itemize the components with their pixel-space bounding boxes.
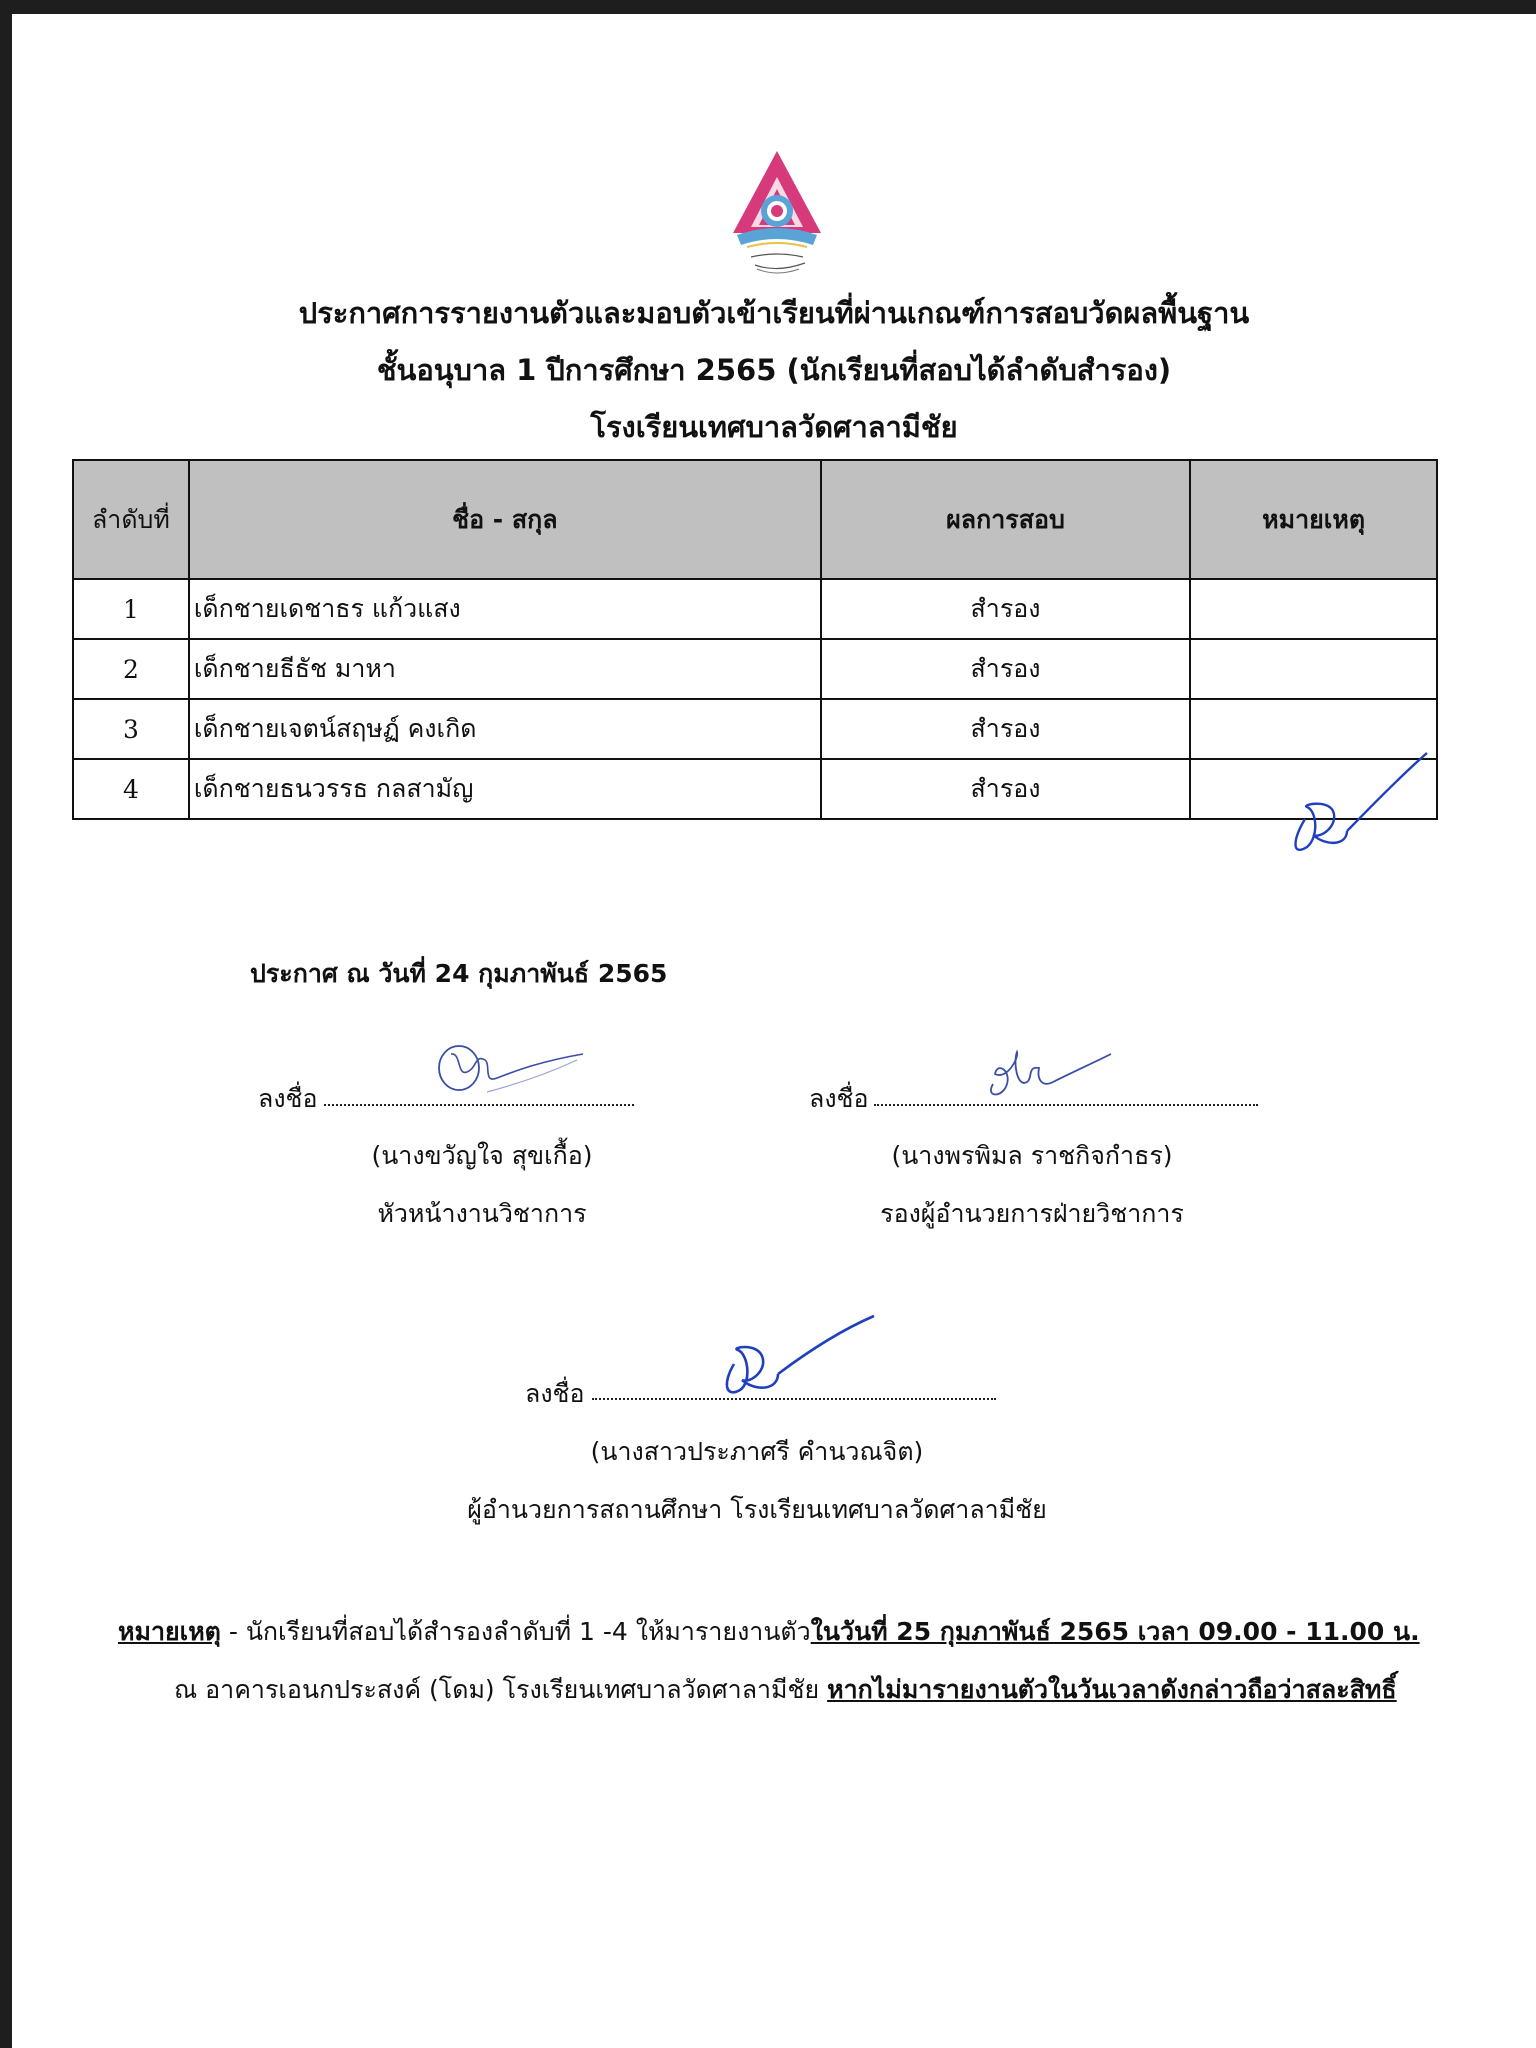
- exam-result: สำรอง: [821, 759, 1190, 819]
- signer2-signature: [977, 1044, 1117, 1104]
- student-name: เด็กชายเจตน์สฤษฏ์ คงเกิด: [189, 699, 821, 759]
- signer1-sign-label: ลงชื่อ: [258, 1084, 318, 1113]
- table-header-row: [73, 460, 1437, 579]
- signer3-position: ผู้อำนวยการสถานศึกษา โรงเรียนเทศบาลวัดศาลามีชัย: [467, 1495, 1047, 1524]
- exam-result: สำรอง: [821, 579, 1190, 639]
- announcement-title: ประกาศการรายงานตัวและมอบตัวเข้าเรียนที่ผ่านเกณฑ์การสอบวัดผลพื้นฐาน: [298, 296, 1250, 330]
- remark-forfeit-highlight: หากไม่มารายงานตัวในวันเวลาดังกล่าวถือว่าสละสิทธิ์: [827, 1675, 1397, 1704]
- signer1-signature: [427, 1034, 587, 1104]
- table-signature: [1287, 749, 1437, 859]
- signer3-name: (นางสาวประภาศรี คำนวณจิต): [590, 1437, 924, 1466]
- row-number: 2: [73, 639, 189, 699]
- row-number: 3: [73, 699, 189, 759]
- school-emblem-icon: [717, 147, 837, 279]
- note-cell: [1190, 639, 1437, 699]
- school-name: โรงเรียนเทศบาลวัดศาลามีชัย: [590, 410, 958, 444]
- announcement-date: ประกาศ ณ วันที่ 24 กุมภาพันธ์ 2565: [250, 959, 668, 988]
- header-result: ผลการสอบ: [821, 460, 1190, 579]
- announcement-subtitle: ชั้นอนุบาล 1 ปีการศึกษา 2565 (นักเรียนที่สอบได้ลำดับสำรอง): [376, 353, 1172, 387]
- row-number: 1: [73, 579, 189, 639]
- row-number: 4: [73, 759, 189, 819]
- student-name: เด็กชายเดชาธร แก้วแสง: [189, 579, 821, 639]
- header-note: หมายเหตุ: [1190, 460, 1437, 579]
- signer2-sign-label: ลงชื่อ: [809, 1084, 869, 1113]
- note-cell: [1190, 579, 1437, 639]
- student-name: เด็กชายธีธัช มาหา: [189, 639, 821, 699]
- student-name: เด็กชายธนวรรธ กลสามัญ: [189, 759, 821, 819]
- remark-text-1: - นักเรียนที่สอบได้สำรองลำดับที่ 1 -4 ให้มารายงานตัว: [220, 1617, 811, 1646]
- signer2-name: (นางพรพิมล ราชกิจกำธร): [891, 1141, 1173, 1170]
- header-order: ลำดับที่: [73, 460, 189, 579]
- remark-label: หมายเหตุ: [118, 1617, 221, 1646]
- signer3-sign-label: ลงชื่อ: [525, 1379, 585, 1408]
- exam-result: สำรอง: [821, 699, 1190, 759]
- table-row: [73, 759, 1437, 819]
- table-row: [73, 639, 1437, 699]
- exam-result: สำรอง: [821, 639, 1190, 699]
- remark-date-highlight: ในวันที่ 25 กุมภาพันธ์ 2565 เวลา 09.00 - 11.00 น.: [810, 1617, 1420, 1646]
- remark-text-2: ณ อาคารเอนกประสงค์ (โดม) โรงเรียนเทศบาลวัดศาลามีชัย: [174, 1675, 828, 1704]
- header-name: ชื่อ - สกุล: [189, 460, 821, 579]
- signer1-name: (นางขวัญใจ สุขเกื้อ): [371, 1141, 593, 1170]
- signer1-position: หัวหน้างานวิชาการ: [377, 1199, 587, 1228]
- director-signature: [712, 1314, 882, 1404]
- students-table: [72, 459, 1438, 820]
- signer2-position: รองผู้อำนวยการฝ่ายวิชาการ: [880, 1199, 1184, 1228]
- remark-line-1: [118, 1612, 1420, 1652]
- table-row: [73, 699, 1437, 759]
- document-page: [12, 14, 1536, 2048]
- table-row: [73, 579, 1437, 639]
- remark-line-2: [174, 1670, 1397, 1710]
